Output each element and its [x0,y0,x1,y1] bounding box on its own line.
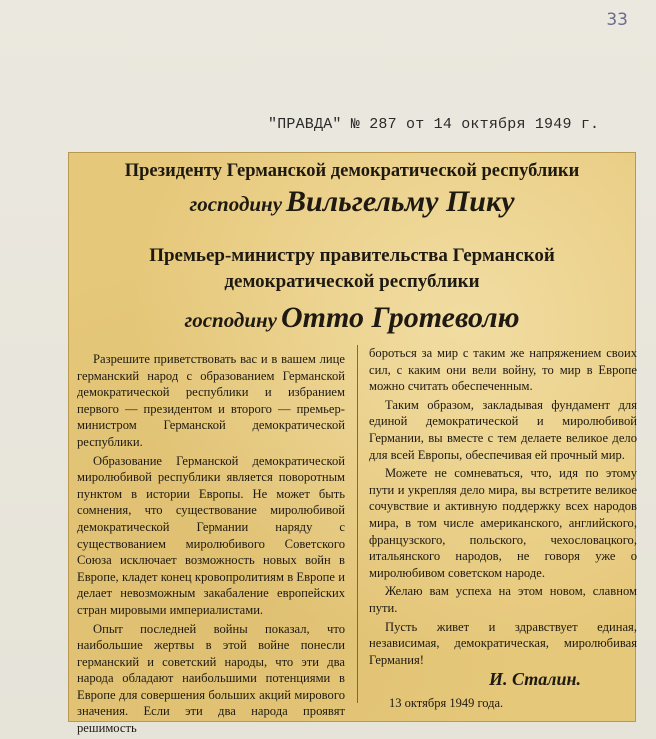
paragraph: Таким образом, закладывая фундамент для единой демократической и миролюбивой Германии, вы вместе с тем делаете великое дело для всей Европы, обеспечивая ей прочный мир. [369,397,637,462]
addressee-prefix: господину [184,308,277,332]
addressee-pieck [69,185,635,219]
paragraph: бороться за мир с таким же напряжением своих сил, с каким они вели войну, то мир в Европе можно считать обеспеченным. [369,346,637,394]
addressee-name: Вильгельму Пику [286,185,515,218]
left-column [77,351,345,737]
newspaper-clipping [68,152,637,736]
address-line-premier-2: демократической республики [224,271,480,292]
addressee-prefix: господину [189,192,283,216]
page-number: 33 [606,10,628,30]
paragraph: Желаю вам успеха на этом новом, славном пути. [369,584,637,615]
paragraph: Образование Германской демократической миролюбивой республики является поворотным пунктом в истории Европы. Не может быть сомнения, что существование миролюбивой демократической Германии наряду с существованием миролюбивого Советского Союза исключает возможность новых войн в Европе, кладет конец кровопролитиям в Европе и делает невозможным закабаление европейских стран мировыми империалистами. [77,453,345,617]
column-divider [357,345,358,703]
right-column [369,345,637,668]
addressee-name: Отто Гротеволю [281,301,520,334]
paragraph: Можете не сомневаться, что, идя по этому пути и укрепляя дело мира, вы встретите великое сочувствие и активную поддержку всех народов мира, в том числе американского, английского, французского, польского, чехословацкого, итальянского народов, не говоря уже о миролюбивом советском народе. [369,466,637,580]
newspaper-source-line: "ПРАВДА" № 287 от 14 октября 1949 г. [268,116,600,133]
addressee-grotewohl [69,301,635,335]
paragraph: Разрешите приветствовать вас и в вашем лице германский народ с образованием Германской демократической республики и избранием первого — президентом и второго — премьер-министром Германской демократической республики. [77,352,345,449]
signature: И. Сталин. [489,669,582,689]
address-line-premier-1: Премьер-министру правительства Германской [149,245,555,266]
paragraph: Пусть живет и здравствует единая, независимая, демократическая, миролюбивая Германия! [369,619,637,667]
paragraph: Опыт последней войны показал, что наибольшие жертвы в этой войне понесли германский и советский народы, что эти два народа обладают наибольшими потенциями в Европе для совершения больших акций мирового значения. Если эти два народа проявят решимость [77,621,345,736]
address-line-president: Президенту Германской демократической республики [124,161,580,181]
letter-date: 13 октября 1949 года. [389,696,504,710]
